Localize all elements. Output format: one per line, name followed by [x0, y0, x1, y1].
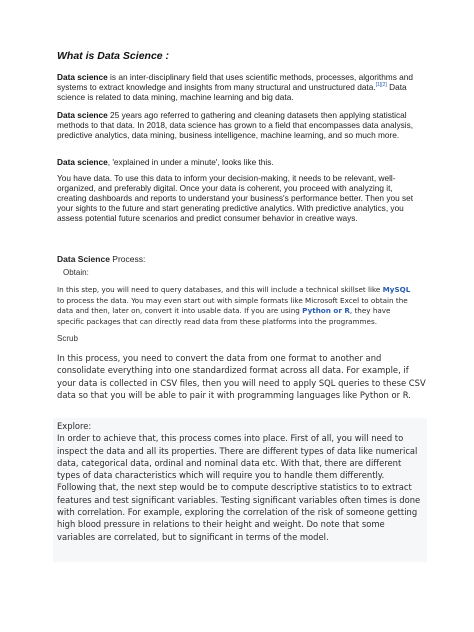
minute-term: Data science [57, 157, 108, 167]
obtain-text-1: In this step, you will need to query databases, and this will include a technical skillset like [57, 285, 383, 294]
page-title: What is Data Science : [57, 50, 170, 62]
process-heading-rest: Process: [109, 254, 146, 264]
explore-label: Explore: [57, 421, 92, 431]
python-link[interactable]: Python [302, 306, 331, 316]
explained-paragraph: You have data. To use this data to inform your decision-making, it needs to be relevant, well-organized, and preferably digital. Once your data is coherent, you proceed with analyzing it, creating dashboards and reports to understand your business's performance better. Then you set your sights to the future and start generating predictive analytics. With predictive analytics, you assess potential future scenarios and predict consumer behavior in creative ways. [57, 173, 414, 223]
scrub-label: Scrub [57, 334, 78, 343]
intro-term: Data science [57, 72, 108, 82]
obtain-text-2: to process the data. You may even start out with simple formats like Microsoft Excel to obtain the data and then, later on, convert it into usable data. If you are using [57, 295, 408, 316]
intro-paragraph [57, 72, 423, 102]
citation-link[interactable]: [1][2] [375, 82, 387, 89]
history-text: 25 years ago referred to gathering and cleaning datasets then applying statistical methods to that data. In 2018, data science has grown to a field that encompasses data analysis, predictive analytics, data mining, business intelligence, machine learning, and so much more. [57, 110, 414, 140]
process-heading-bold: Data Science [57, 254, 110, 264]
intro-text: is an inter-disciplinary field that uses scientific methods, processes, algorithms and systems to extract knowledge and insights from many structural and unstructured data. [57, 72, 414, 92]
scrub-paragraph: In this process, you need to convert the data from one format to another and consolidate everything into one standardized format across all data. For example, if your data is collected in CSV files, then you will need to apply SQL queries to these CSV data so that you will be able to pair it with programming languages like Python or R. [57, 353, 426, 400]
obtain-label: Obtain: [63, 268, 89, 277]
r-link[interactable]: R [344, 306, 350, 316]
obtain-text-3: , they have specific packages that can directly read data from these platforms into the programmes. [57, 306, 391, 327]
minute-text: , 'explained in under a minute', looks like this. [107, 157, 274, 167]
explore-paragraph [57, 420, 423, 543]
minute-paragraph [57, 157, 423, 167]
or-text: or [330, 306, 345, 316]
process-heading [57, 254, 145, 264]
explore-text-2: Following that, the next step would be to compute descriptive statistics to to extract features and test significant variables. Testing significant variables often times is done with correlation. For example, exploring the correlation of the risk of someone getting high blood pressure in relations to their height and weight. Do note that some variables are correlated, but to significant in terms of the model. [57, 482, 421, 542]
obtain-paragraph [57, 285, 419, 328]
explore-text-1: In order to achieve that, this process comes into place. First of all, you will need to inspect the data and all its properties. There are different types of data like numerical data, categorical data, ordinal and nominal data etc. With that, there are different types of data characteristics which will require you to handle them differently. [57, 433, 418, 481]
history-term: Data science [57, 110, 108, 120]
mysql-link[interactable]: MySQL [382, 285, 411, 294]
intro-text-2: Data science is related to data mining, machine learning and big data. [57, 82, 407, 102]
history-paragraph [57, 110, 423, 140]
